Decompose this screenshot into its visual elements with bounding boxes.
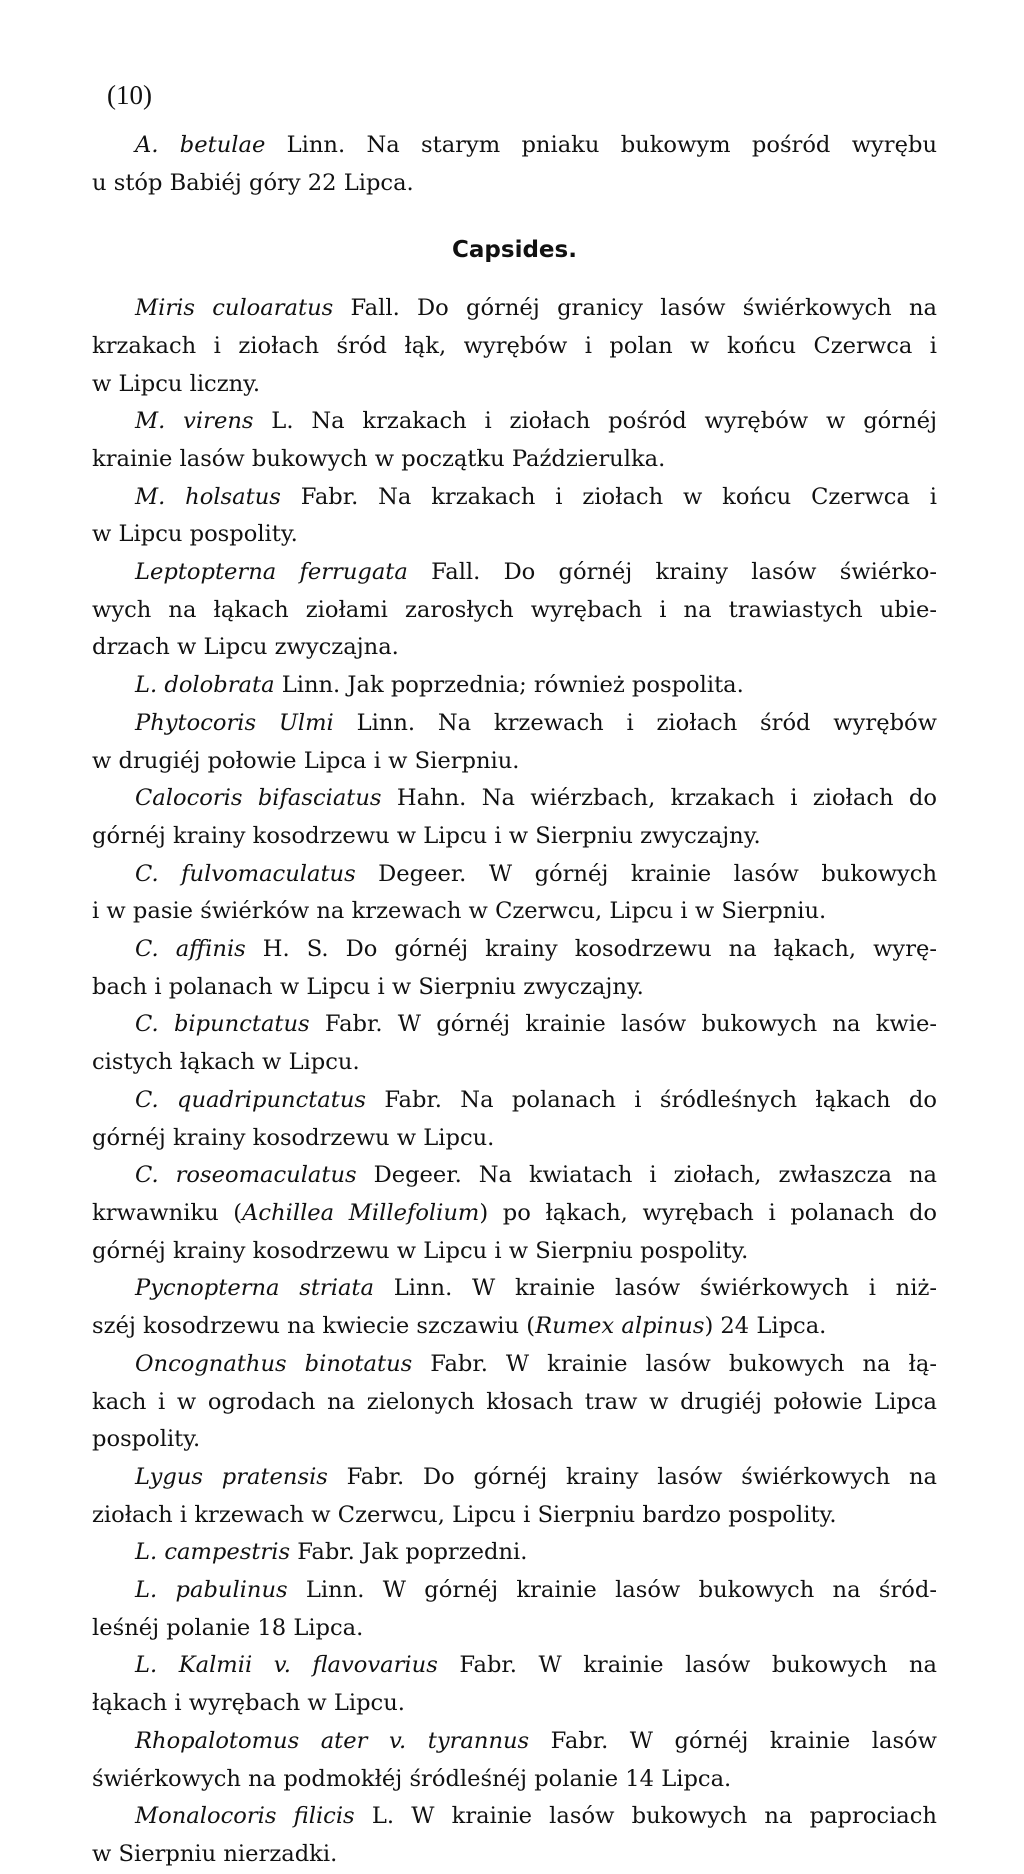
- line-text: w Lipcu liczny.: [92, 370, 261, 397]
- paragraph: [92, 554, 937, 667]
- species-name: L. Kalmii v. flavovarius: [135, 1652, 438, 1679]
- line-text: cistych łąkach w Lipcu.: [92, 1049, 360, 1076]
- page-number: (10): [107, 80, 152, 110]
- text-line: [92, 1723, 937, 1761]
- line-text: w drugiéj połowie Lipca i w Sierpniu.: [92, 747, 520, 774]
- line-text: bach i polanach w Lipcu i w Sierpniu zwyczajny.: [92, 973, 644, 1000]
- text-line: [92, 441, 937, 479]
- line-text: krainie lasów bukowych w początku Paździerulka.: [92, 445, 666, 472]
- line-text: H. S. Do górnéj krainy kosodrzewu na łąkach, wyrę-: [245, 936, 938, 963]
- text-line: [92, 290, 937, 328]
- line-text: górnéj krainy kosodrzewu w Lipcu i w Sierpniu zwyczajny.: [92, 822, 761, 849]
- line-text: Fabr. W krainie lasów bukowych na łą-: [412, 1350, 937, 1377]
- text-line: [92, 1421, 937, 1459]
- line-text: széj kosodrzewu na kwiecie szczawiu (: [92, 1313, 536, 1340]
- text-line: [92, 1647, 937, 1685]
- text-line: [92, 893, 937, 931]
- species-name: Pycnopterna striata: [135, 1275, 374, 1302]
- species-name: Oncognathus binotatus: [135, 1350, 413, 1377]
- text-line: [92, 403, 937, 441]
- text-line: [92, 1157, 937, 1195]
- text-line: [92, 1610, 937, 1648]
- paragraph: [92, 1006, 937, 1081]
- paragraph: [92, 403, 937, 478]
- species-name: L. dolobrata: [135, 672, 275, 699]
- text-line: [92, 127, 937, 165]
- species-name: Calocoris bifasciatus: [135, 785, 382, 812]
- paragraph: [92, 127, 937, 202]
- species-name: M. virens: [135, 408, 254, 435]
- text-line: [92, 1195, 937, 1233]
- paragraph: [92, 1723, 937, 1798]
- line-text: Hahn. Na wiérzbach, krzakach i ziołach do: [381, 785, 937, 812]
- line-text: krwawniku (: [92, 1199, 243, 1226]
- paragraph: [92, 780, 937, 855]
- species-name: C. affinis: [135, 936, 246, 963]
- line-text: leśnéj polanie 18 Lipca.: [92, 1614, 364, 1641]
- line-text: i w pasie świérków na krzewach w Czerwcu, Lipcu i w Sierpniu.: [92, 898, 827, 925]
- species-name: A. betulae: [135, 132, 266, 158]
- paragraph: [92, 1082, 937, 1157]
- paragraph: [92, 856, 937, 931]
- text-line: [92, 328, 937, 366]
- line-text: górnéj krainy kosodrzewu w Lipcu.: [92, 1124, 495, 1151]
- paragraph: [92, 1270, 937, 1345]
- text-line: [92, 1006, 937, 1044]
- species-name: C. bipunctatus: [135, 1011, 310, 1038]
- species-name: Lygus pratensis: [135, 1463, 328, 1490]
- species-name: L. campestris: [135, 1539, 291, 1566]
- line-text: Fabr. Jak poprzedni.: [290, 1539, 528, 1566]
- line-text: Linn. Na krzewach i ziołach śród wyrębów: [333, 709, 937, 736]
- text-line: [92, 1685, 937, 1723]
- species-name: Achillea Millefolium: [242, 1199, 480, 1226]
- text-line: [92, 969, 937, 1007]
- text-line: [92, 1233, 937, 1271]
- section-heading: Capsides.: [452, 237, 577, 264]
- line-text: Fall. Do górnéj granicy lasów świérkowych na: [333, 295, 937, 322]
- line-text: Degeer. W górnéj krainie lasów bukowych: [355, 860, 938, 887]
- line-text: Fabr. W krainie lasów bukowych na: [437, 1652, 937, 1679]
- line-text: Fall. Do górnéj krainy lasów świérko-: [407, 559, 937, 586]
- species-name: Miris culoaratus: [135, 295, 334, 322]
- species-name: C. quadripunctatus: [135, 1086, 366, 1113]
- body-text: [92, 127, 937, 1874]
- text-line: [92, 366, 937, 404]
- text-line: [92, 165, 937, 203]
- line-text: Linn. Jak poprzednia; również pospolita.: [274, 672, 744, 699]
- text-line: [92, 1044, 937, 1082]
- line-text: Fabr. Do górnéj krainy lasów świérkowych na: [327, 1463, 937, 1490]
- text-line: [92, 1270, 937, 1308]
- species-name: Rhopalotomus ater v. tyrannus: [135, 1727, 530, 1754]
- text-line: [92, 1534, 937, 1572]
- line-text: Linn. W krainie lasów świérkowych i niż-: [373, 1275, 937, 1302]
- line-text: krzakach i ziołach śród łąk, wyrębów i polan w końcu Czerwca i: [92, 332, 937, 359]
- text-line: [92, 1497, 937, 1535]
- line-text: kach i w ogrodach na zielonych kłosach traw w drugiéj połowie Lipca: [92, 1388, 937, 1415]
- text-line: [92, 1836, 937, 1874]
- text-line: [92, 592, 937, 630]
- paragraph: [92, 1572, 937, 1647]
- text-line: [92, 1308, 937, 1346]
- text-line: [92, 743, 937, 781]
- line-text: Fabr. Na krzakach i ziołach w końcu Czerwca i: [280, 483, 937, 510]
- line-text: Linn. W górnéj krainie lasów bukowych na śród-: [287, 1577, 937, 1604]
- line-text: Fabr. W górnéj krainie lasów: [529, 1727, 937, 1754]
- species-name: Phytocoris Ulmi: [135, 709, 334, 736]
- line-text: Linn. Na starym pniaku bukowym pośród wyrębu: [265, 132, 937, 158]
- line-text: pospolity.: [92, 1426, 201, 1453]
- species-name: Rumex alpinus: [535, 1313, 705, 1340]
- text-line: [92, 1459, 937, 1497]
- line-text: w Sierpniu nierzadki.: [92, 1840, 338, 1867]
- line-text: wych na łąkach ziołami zarosłych wyrębach i na trawiastych ubie-: [92, 596, 937, 623]
- text-line: [92, 1798, 937, 1836]
- text-line: [92, 479, 937, 517]
- text-line: [92, 516, 937, 554]
- text-line: [92, 554, 937, 592]
- paragraph: [92, 1647, 937, 1722]
- text-line: [92, 629, 937, 667]
- text-line: [92, 780, 937, 818]
- text-line: [92, 1120, 937, 1158]
- line-text: łąkach i wyrębach w Lipcu.: [92, 1690, 405, 1717]
- paragraph: [92, 705, 937, 780]
- paragraph: [92, 290, 937, 403]
- species-name: Monalocoris filicis: [135, 1803, 355, 1830]
- line-text: L. W krainie lasów bukowych na paprociach: [354, 1803, 937, 1830]
- text-line: [92, 856, 937, 894]
- text-line: [92, 705, 937, 743]
- paragraph: [92, 1798, 937, 1873]
- text-line: [92, 931, 937, 969]
- species-name: Leptopterna ferrugata: [135, 559, 408, 586]
- species-name: C. roseomaculatus: [135, 1162, 357, 1189]
- text-line: [92, 1572, 937, 1610]
- text-line: [92, 667, 937, 705]
- paragraph: [92, 1157, 937, 1270]
- paragraph: [92, 1346, 937, 1459]
- line-text: świérkowych na podmokłéj śródleśnéj polanie 14 Lipca.: [92, 1765, 732, 1792]
- paragraph: [92, 479, 937, 554]
- line-text: ) 24 Lipca.: [704, 1313, 827, 1340]
- line-text: górnéj krainy kosodrzewu w Lipcu i w Sierpniu pospolity.: [92, 1237, 749, 1264]
- text-line: [92, 1761, 937, 1799]
- line-text: ziołach i krzewach w Czerwcu, Lipcu i Sierpniu bardzo pospolity.: [92, 1501, 837, 1528]
- text-line: [92, 1346, 937, 1384]
- species-name: M. holsatus: [135, 483, 281, 510]
- text-line: [92, 1082, 937, 1120]
- line-text: L. Na krzakach i ziołach pośród wyrębów w górnéj: [253, 408, 937, 435]
- text-line: [92, 818, 937, 856]
- line-text: Degeer. Na kwiatach i ziołach, zwłaszcza na: [356, 1162, 937, 1189]
- text-line: [92, 1384, 937, 1422]
- paragraph: [92, 931, 937, 1006]
- line-text: u stóp Babiéj góry 22 Lipca.: [92, 169, 414, 196]
- line-text: w Lipcu pospolity.: [92, 521, 298, 548]
- paragraph: [92, 667, 937, 705]
- line-text: Fabr. W górnéj krainie lasów bukowych na kwie-: [309, 1011, 938, 1038]
- species-name: L. pabulinus: [135, 1577, 288, 1604]
- paragraph: [92, 1459, 937, 1534]
- line-text: ) po łąkach, wyrębach i polanach do: [479, 1199, 938, 1226]
- species-name: C. fulvomaculatus: [135, 860, 356, 887]
- line-text: drzach w Lipcu zwyczajna.: [92, 634, 399, 661]
- line-text: Fabr. Na polanach i śródleśnych łąkach do: [366, 1086, 937, 1113]
- paragraph: [92, 1534, 937, 1572]
